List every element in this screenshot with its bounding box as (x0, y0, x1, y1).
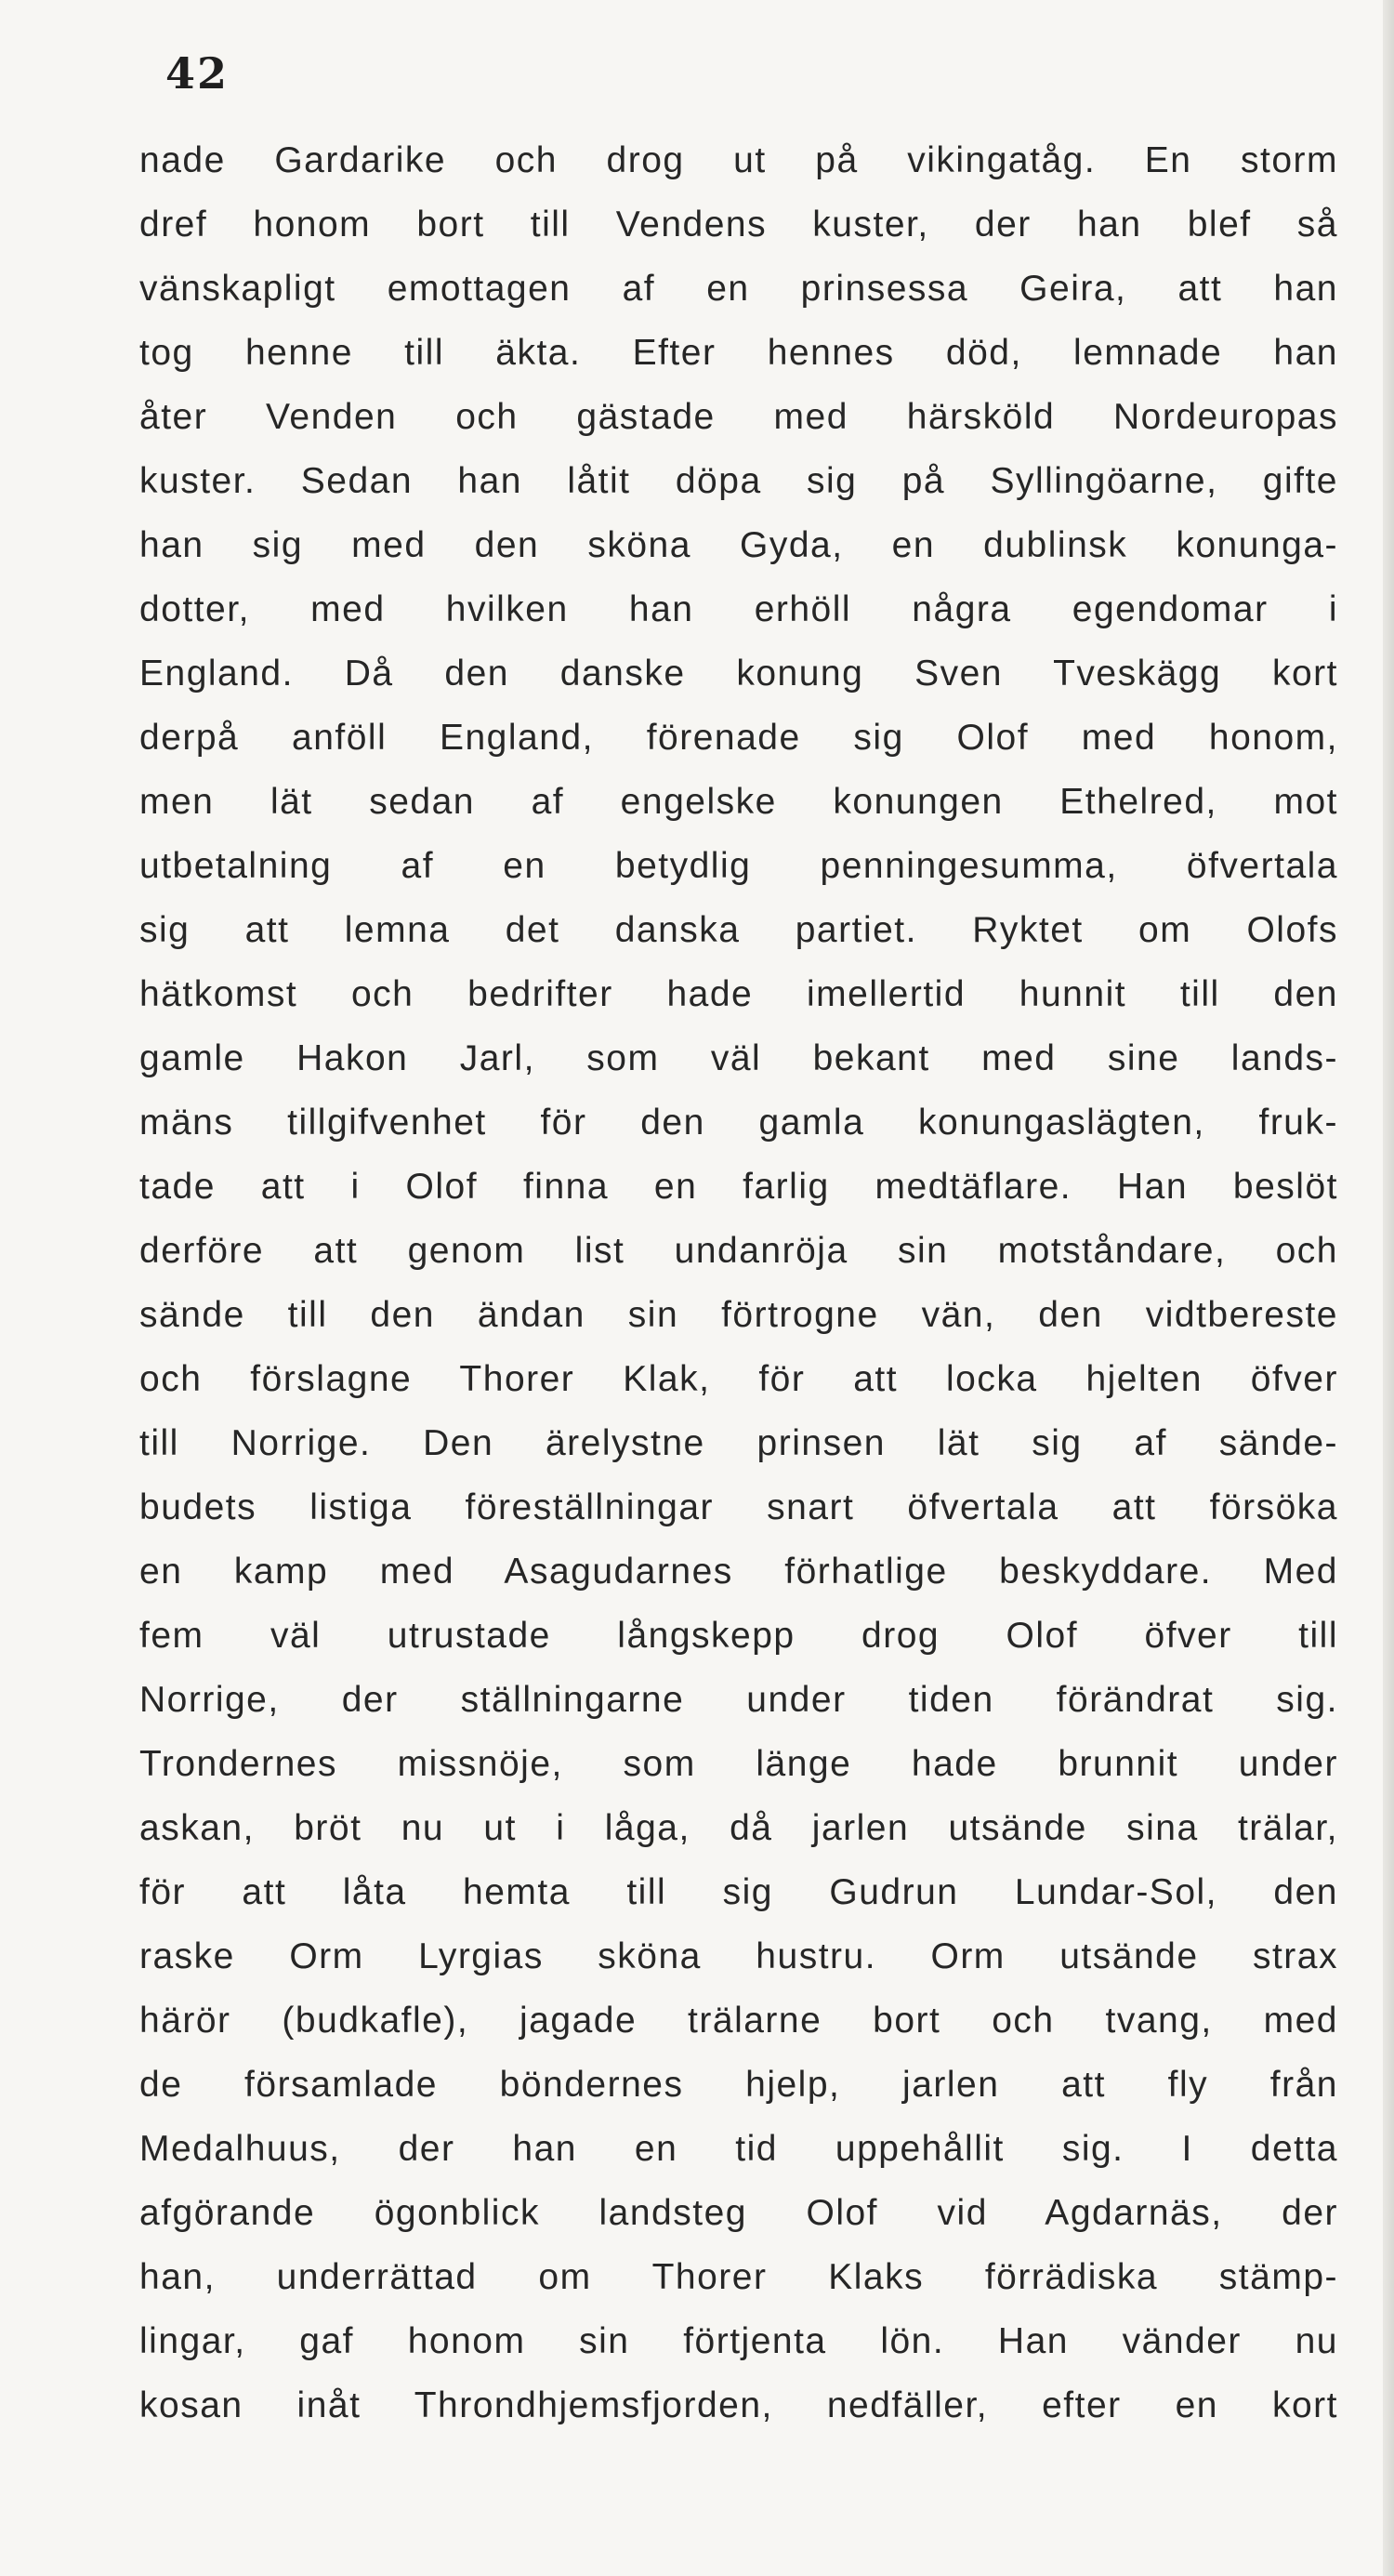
text-line: åter Venden och gästade med härsköld Nordeuropas (139, 397, 1338, 437)
text-line: derföre att genom list undanröja sin motståndare, och (139, 1231, 1338, 1271)
text-line: budets listiga föreställningar snart öfvertala att försöka (139, 1487, 1338, 1527)
text-line: nade Gardarike och drog ut på vikingatåg. En storm (139, 140, 1338, 180)
text-line: sände till den ändan sin förtrogne vän, den vidtbereste (139, 1295, 1338, 1335)
text-line: han sig med den sköna Gyda, en dublinsk konunga- (139, 525, 1338, 565)
text-line: en kamp med Asagudarnes förhatlige beskyddare. Med (139, 1552, 1338, 1592)
page-edge (1383, 0, 1394, 2576)
text-line: England. Då den danske konung Sven Tveskägg kort (139, 654, 1338, 694)
text-line: hätkomst och bedrifter hade imellertid hunnit till den (139, 974, 1338, 1014)
text-line: och förslagne Thorer Klak, för att locka hjelten öfver (139, 1359, 1338, 1399)
text-line: Trondernes missnöje, som länge hade brunnit under (139, 1744, 1338, 1784)
page-number: 42 (165, 48, 230, 99)
text-line: kuster. Sedan han låtit döpa sig på Syllingöarne, gifte (139, 461, 1338, 501)
text-line: afgörande ögonblick landsteg Olof vid Agdarnäs, der (139, 2193, 1338, 2233)
text-line: för att låta hemta till sig Gudrun Lundar-Sol, den (139, 1872, 1338, 1912)
text-line: Norrige, der ställningarne under tiden förändrat sig. (139, 1680, 1338, 1720)
text-line: vänskapligt emottagen af en prinsessa Geira, att han (139, 269, 1338, 309)
body-text (139, 128, 1338, 2437)
text-line: askan, bröt nu ut i låga, då jarlen utsände sina trälar, (139, 1808, 1338, 1848)
text-line: kosan inåt Throndhjemsfjorden, nedfäller, efter en kort (139, 2385, 1338, 2425)
text-line: dotter, med hvilken han erhöll några egendomar i (139, 589, 1338, 629)
text-line: derpå anföll England, förenade sig Olof med honom, (139, 718, 1338, 758)
text-line: härör (budkafle), jagade trälarne bort och tvang, med (139, 2001, 1338, 2041)
text-line: till Norrige. Den ärelystne prinsen lät sig af sände- (139, 1423, 1338, 1463)
text-line: gamle Hakon Jarl, som väl bekant med sine lands- (139, 1038, 1338, 1078)
text-line: han, underrättad om Thorer Klaks förrädiska stämp- (139, 2257, 1338, 2297)
text-line: raske Orm Lyrgias sköna hustru. Orm utsände strax (139, 1936, 1338, 1976)
text-line: lingar, gaf honom sin förtjenta lön. Han vänder nu (139, 2321, 1338, 2361)
text-line: tog henne till äkta. Efter hennes död, lemnade han (139, 333, 1338, 373)
text-line: sig att lemna det danska partiet. Ryktet om Olofs (139, 910, 1338, 950)
text-line: fem väl utrustade långskepp drog Olof öfver till (139, 1616, 1338, 1656)
text-line: mäns tillgifvenhet för den gamla konungaslägten, fruk- (139, 1103, 1338, 1143)
text-line: de församlade böndernes hjelp, jarlen att fly från (139, 2065, 1338, 2105)
text-line: utbetalning af en betydlig penningesumma, öfvertala (139, 846, 1338, 886)
text-line: tade att i Olof finna en farlig medtäflare. Han beslöt (139, 1167, 1338, 1207)
text-line: men lät sedan af engelske konungen Ethelred, mot (139, 782, 1338, 822)
text-line: dref honom bort till Vendens kuster, der han blef så (139, 205, 1338, 244)
text-line: Medalhuus, der han en tid uppehållit sig. I detta (139, 2129, 1338, 2169)
